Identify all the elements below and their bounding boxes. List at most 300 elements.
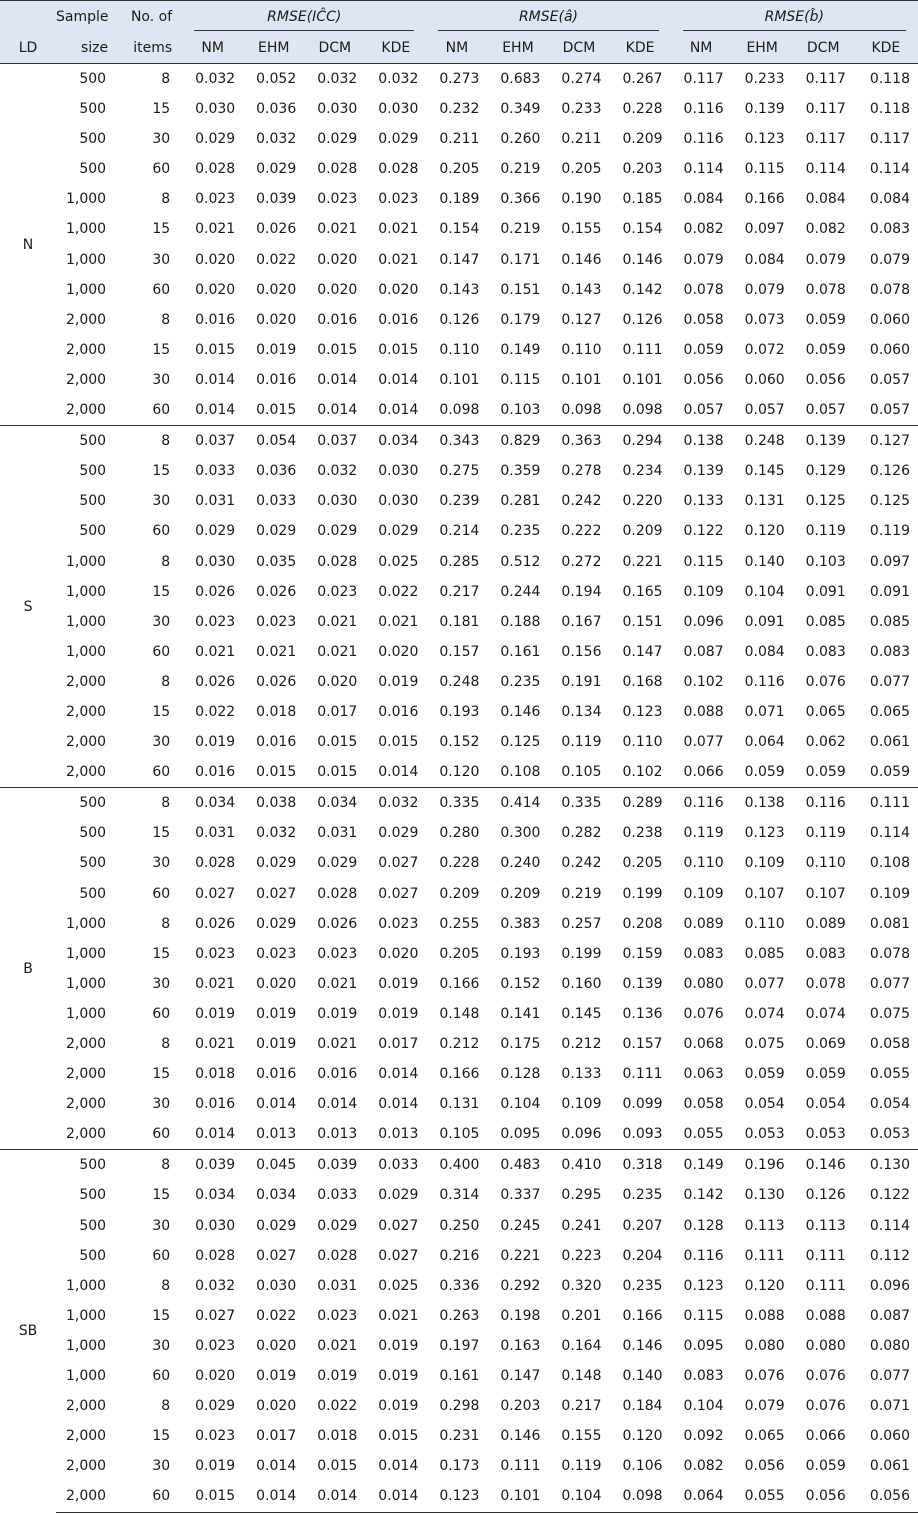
rmse-cell: 0.095	[500, 1126, 541, 1143]
rmse-cell: 0.241	[561, 1217, 602, 1234]
items-cell: 15	[152, 1307, 171, 1324]
rmse-cell: 0.023	[195, 1337, 236, 1354]
rmse-cell: 0.143	[439, 281, 480, 298]
rmse-cell: 0.120	[744, 523, 785, 540]
items-cell: 30	[152, 1337, 171, 1354]
rmse-cell: 0.039	[256, 191, 297, 208]
group-a-label: RMSE(â)	[518, 9, 578, 25]
rmse-cell: 0.280	[439, 825, 480, 842]
rmse-cell: 0.028	[195, 1247, 236, 1264]
table-row	[0, 1059, 918, 1089]
rmse-cell: 0.029	[256, 161, 297, 178]
rmse-cell: 0.083	[869, 643, 910, 660]
rmse-cell: 0.250	[439, 1217, 480, 1234]
ld-block	[0, 788, 918, 1150]
rmse-cell: 0.056	[744, 1458, 785, 1475]
rmse-cell: 0.235	[500, 523, 541, 540]
rmse-cell: 0.222	[561, 523, 602, 540]
rmse-cell: 0.117	[805, 101, 846, 118]
items-cell: 8	[161, 191, 171, 208]
table-row	[0, 245, 918, 275]
rmse-cell: 0.035	[256, 553, 297, 570]
rmse-cell: 0.015	[317, 1458, 358, 1475]
rmse-cell: 0.021	[195, 975, 236, 992]
rmse-cell: 0.029	[317, 523, 358, 540]
rmse-cell: 0.205	[439, 945, 480, 962]
items-cell: 8	[161, 553, 171, 570]
rmse-cell: 0.037	[304, 426, 365, 457]
rmse-cell: 0.115	[683, 1307, 724, 1324]
rmse-cell: 0.060	[869, 341, 910, 358]
rmse-cell: 0.116	[744, 673, 785, 690]
rmse-cell: 0.208	[622, 915, 663, 932]
table-row	[0, 214, 918, 244]
rmse-cell: 0.023	[256, 945, 297, 962]
table-row	[0, 184, 918, 214]
rmse-cell: 0.020	[256, 311, 297, 328]
rmse-cell: 0.018	[256, 703, 297, 720]
rmse-cell: 0.203	[622, 161, 663, 178]
rmse-cell: 0.248	[439, 673, 480, 690]
rmse-cell: 0.147	[622, 643, 663, 660]
rmse-cell: 0.151	[622, 613, 663, 630]
rmse-cell: 0.021	[378, 1307, 419, 1324]
table-row	[0, 305, 918, 335]
rmse-cell: 0.084	[869, 191, 910, 208]
rmse-cell: 0.349	[500, 101, 541, 118]
rmse-cell: 0.054	[805, 1096, 846, 1113]
rmse-cell: 0.075	[869, 1005, 910, 1022]
rmse-cell: 0.058	[869, 1036, 910, 1052]
rmse-cell: 0.074	[744, 1005, 785, 1022]
header-group-a	[426, 1, 670, 34]
rmse-cell: 0.077	[869, 673, 910, 690]
rmse-cell: 0.038	[243, 788, 304, 819]
rmse-cell: 0.089	[805, 915, 846, 932]
rmse-cell: 0.039	[304, 1150, 365, 1181]
rmse-cell: 0.221	[622, 553, 663, 570]
items-cell: 30	[152, 371, 171, 388]
rmse-cell: 0.219	[500, 221, 541, 238]
rmse-cell: 0.127	[561, 311, 602, 328]
rmse-cell: 0.089	[683, 915, 724, 932]
rmse-cell: 0.045	[243, 1150, 304, 1181]
rmse-cell: 0.278	[561, 463, 602, 480]
table-row	[0, 1421, 918, 1451]
rmse-cell: 0.020	[317, 251, 358, 268]
rmse-cell: 0.209	[500, 885, 541, 902]
rmse-cell: 0.030	[378, 463, 419, 480]
rmse-cell: 0.080	[805, 1337, 846, 1354]
rmse-cell: 0.018	[195, 1066, 236, 1083]
rmse-cell: 0.085	[805, 613, 846, 630]
rmse-cell: 0.032	[317, 71, 358, 87]
sample-size-cell: 500	[79, 1247, 107, 1264]
rmse-cell: 0.238	[622, 825, 663, 842]
rmse-cell: 0.134	[561, 703, 602, 720]
rmse-cell: 0.027	[378, 885, 419, 902]
rmse-cell: 0.027	[256, 1247, 297, 1264]
items-cell: 30	[152, 131, 171, 148]
header-items-bottom: items	[133, 40, 173, 56]
rmse-cell: 0.196	[732, 1150, 793, 1181]
items-cell: 8	[161, 71, 171, 87]
rmse-cell: 0.359	[500, 463, 541, 480]
rmse-cell: 0.115	[500, 371, 541, 388]
rmse-cell: 0.146	[622, 1337, 663, 1354]
rmse-cell: 0.057	[683, 402, 724, 419]
items-cell: 60	[152, 764, 171, 781]
sample-size-cell: 2,000	[66, 734, 107, 751]
rmse-cell: 0.030	[378, 101, 419, 118]
rmse-cell: 0.233	[744, 71, 785, 87]
rmse-cell: 0.209	[439, 885, 480, 902]
rmse-cell: 0.257	[561, 915, 602, 932]
header-method-ehm: EHM	[746, 40, 778, 56]
rmse-cell: 0.139	[622, 975, 663, 992]
rmse-cell: 0.057	[869, 371, 910, 388]
sample-size-cell: 1,000	[66, 613, 107, 630]
table-row	[0, 1150, 918, 1181]
rmse-cell: 0.059	[805, 341, 846, 358]
rmse-cell: 0.335	[426, 788, 487, 819]
rmse-cell: 0.019	[256, 1368, 297, 1385]
rmse-cell: 0.027	[378, 855, 419, 872]
rmse-cell: 0.021	[256, 643, 297, 660]
rmse-cell: 0.021	[317, 975, 358, 992]
rmse-cell: 0.168	[622, 673, 663, 690]
rmse-cell: 0.016	[378, 311, 419, 328]
rmse-cell: 0.185	[622, 191, 663, 208]
rmse-cell: 0.059	[805, 1458, 846, 1475]
rmse-cell: 0.078	[805, 975, 846, 992]
rmse-cell: 0.029	[195, 131, 236, 148]
sample-size-cell: 500	[79, 855, 107, 872]
rmse-cell: 0.020	[378, 643, 419, 660]
rmse-cell: 0.076	[805, 673, 846, 690]
rmse-cell: 0.016	[378, 703, 419, 720]
rmse-cell: 0.104	[683, 1398, 724, 1415]
rmse-cell: 0.147	[500, 1368, 541, 1385]
rmse-cell: 0.057	[805, 402, 846, 419]
rmse-cell: 0.026	[256, 673, 297, 690]
rmse-cell: 0.015	[256, 764, 297, 781]
rmse-cell: 0.022	[256, 251, 297, 268]
rmse-cell: 0.019	[256, 1036, 297, 1052]
items-cell: 60	[152, 281, 171, 298]
rmse-cell: 0.017	[256, 1428, 297, 1445]
rmse-cell: 0.171	[500, 251, 541, 268]
items-cell: 15	[152, 703, 171, 720]
sample-size-cell: 1,000	[66, 281, 107, 298]
rmse-cell: 0.055	[869, 1066, 910, 1083]
sample-size-cell: 1,000	[66, 643, 107, 660]
rmse-cell: 0.032	[317, 463, 358, 480]
rmse-cell: 0.064	[744, 734, 785, 751]
table-row	[0, 667, 918, 697]
rmse-cell: 0.166	[622, 1307, 663, 1324]
sample-size-cell: 1,000	[66, 553, 107, 570]
rmse-cell: 0.076	[805, 1368, 846, 1385]
rmse-cell: 0.052	[256, 71, 297, 87]
rmse-cell: 0.059	[869, 764, 910, 781]
rmse-cell: 0.136	[622, 1005, 663, 1022]
rmse-cell: 0.015	[182, 1481, 243, 1512]
rmse-cell: 0.138	[671, 426, 732, 457]
rmse-cell: 0.167	[561, 613, 602, 630]
rmse-cell: 0.242	[561, 855, 602, 872]
rmse-cell: 0.255	[439, 915, 480, 932]
rmse-cell: 0.055	[732, 1481, 793, 1512]
sample-size-cell: 500	[56, 788, 118, 819]
rmse-cell: 0.013	[317, 1126, 358, 1143]
rmse-cell: 0.084	[683, 191, 724, 208]
ld-label: S	[0, 426, 56, 788]
rmse-cell: 0.022	[195, 703, 236, 720]
rmse-cell: 0.166	[439, 1066, 480, 1083]
items-cell: 15	[152, 1428, 171, 1445]
rmse-cell: 0.014	[243, 1481, 304, 1512]
rmse-cell: 0.126	[439, 311, 480, 328]
header-ld-top	[0, 1, 56, 34]
rmse-cell: 0.129	[805, 463, 846, 480]
rmse-cell: 0.059	[805, 1066, 846, 1083]
rmse-cell: 0.065	[805, 703, 846, 720]
sample-size-cell: 500	[56, 1150, 118, 1181]
rmse-cell: 0.119	[683, 825, 724, 842]
rmse-cell: 0.156	[561, 643, 602, 660]
rmse-cell: 0.027	[256, 885, 297, 902]
rmse-cell: 0.103	[500, 402, 541, 419]
rmse-cell: 0.123	[622, 703, 663, 720]
rmse-cell: 0.112	[869, 1247, 910, 1264]
rmse-cell: 0.022	[256, 1307, 297, 1324]
rmse-cell: 0.034	[256, 1187, 297, 1204]
rmse-cell: 0.097	[869, 553, 910, 570]
table-row	[0, 637, 918, 667]
rmse-cell: 0.056	[683, 371, 724, 388]
rmse-cell: 0.207	[622, 1217, 663, 1234]
items-cell: 60	[152, 1247, 171, 1264]
rmse-cell: 0.163	[500, 1337, 541, 1354]
rmse-cell: 0.036	[256, 463, 297, 480]
rmse-cell: 0.021	[317, 1337, 358, 1354]
rmse-cell: 0.263	[439, 1307, 480, 1324]
rmse-cell: 0.029	[317, 1217, 358, 1234]
items-cell: 30	[152, 855, 171, 872]
ld-label: SB	[0, 1150, 56, 1512]
rmse-cell: 0.111	[744, 1247, 785, 1264]
ld-label: B	[0, 788, 56, 1150]
rmse-cell: 0.054	[744, 1096, 785, 1113]
rmse-cell: 0.028	[317, 161, 358, 178]
rmse-cell: 0.103	[805, 553, 846, 570]
rmse-cell: 0.410	[548, 1150, 609, 1181]
rmse-cell: 0.181	[439, 613, 480, 630]
rmse-cell: 0.111	[500, 1458, 541, 1475]
rmse-cell: 0.111	[805, 1247, 846, 1264]
rmse-cell: 0.119	[561, 734, 602, 751]
rmse-cell: 0.021	[195, 1036, 236, 1052]
rmse-cell: 0.154	[439, 221, 480, 238]
rmse-cell: 0.087	[869, 1307, 910, 1324]
rmse-cell: 0.239	[439, 493, 480, 510]
rmse-cell: 0.080	[683, 975, 724, 992]
items-cell: 15	[152, 101, 171, 118]
rmse-cell: 0.063	[683, 1066, 724, 1083]
sample-size-cell: 2,000	[66, 703, 107, 720]
items-cell: 15	[152, 945, 171, 962]
rmse-cell: 0.119	[805, 825, 846, 842]
rmse-cell: 0.115	[744, 161, 785, 178]
rmse-cell: 0.125	[869, 493, 910, 510]
rmse-cell: 0.294	[610, 426, 671, 457]
rmse-cell: 0.019	[378, 1005, 419, 1022]
rmse-cell: 0.019	[317, 1368, 358, 1385]
sample-size-cell: 500	[79, 825, 107, 842]
rmse-cell: 0.120	[622, 1428, 663, 1445]
rmse-cell: 0.212	[439, 1036, 480, 1052]
header-items-top: No. of	[130, 9, 173, 25]
rmse-cell: 0.110	[439, 341, 480, 358]
rmse-cell: 0.122	[683, 523, 724, 540]
rmse-cell: 0.152	[500, 975, 541, 992]
rmse-cell: 0.026	[256, 583, 297, 600]
rmse-cell: 0.231	[439, 1428, 480, 1445]
rmse-cell: 0.107	[805, 885, 846, 902]
rmse-cell: 0.122	[869, 1187, 910, 1204]
rmse-cell: 0.032	[195, 71, 236, 87]
rmse-cell: 0.101	[561, 371, 602, 388]
table-row	[0, 1301, 918, 1331]
rmse-cell: 0.116	[671, 788, 732, 819]
sample-size-cell: 2,000	[66, 1398, 107, 1415]
rmse-cell: 0.108	[500, 764, 541, 781]
sample-size-cell: 2,000	[56, 1481, 118, 1512]
rmse-cell: 0.019	[195, 1458, 236, 1475]
rmse-cell: 0.109	[561, 1096, 602, 1113]
rmse-cell: 0.512	[500, 553, 541, 570]
rmse-cell: 0.014	[378, 402, 419, 419]
rmse-cell: 0.056	[854, 1481, 918, 1512]
table-row	[0, 757, 918, 788]
rmse-cell: 0.119	[561, 1458, 602, 1475]
rmse-cell: 0.015	[256, 402, 297, 419]
rmse-cell: 0.109	[744, 855, 785, 872]
rmse-cell: 0.014	[378, 371, 419, 388]
rmse-cell: 0.189	[439, 191, 480, 208]
rmse-cell: 0.165	[622, 583, 663, 600]
rmse-cell: 0.117	[869, 131, 910, 148]
rmse-cell: 0.211	[561, 131, 602, 148]
rmse-cell: 0.295	[561, 1187, 602, 1204]
rmse-cell: 0.157	[439, 643, 480, 660]
sample-size-cell: 500	[79, 131, 107, 148]
rmse-cell: 0.016	[256, 734, 297, 751]
rmse-cell: 0.019	[256, 341, 297, 358]
rmse-cell: 0.076	[683, 1005, 724, 1022]
rmse-cell: 0.274	[561, 71, 602, 87]
items-cell: 60	[152, 885, 171, 902]
rmse-cell: 0.083	[805, 643, 846, 660]
table-row	[0, 456, 918, 486]
rmse-cell: 0.029	[256, 855, 297, 872]
rmse-cell: 0.091	[805, 583, 846, 600]
rmse-cell: 0.145	[561, 1005, 602, 1022]
items-cell: 15	[152, 825, 171, 842]
rmse-cell: 0.117	[683, 71, 724, 87]
rmse-cell: 0.030	[317, 101, 358, 118]
sample-size-cell: 2,000	[66, 1458, 107, 1475]
rmse-cell: 0.093	[622, 1126, 663, 1143]
rmse-cell: 0.053	[744, 1126, 785, 1143]
rmse-cell: 0.013	[378, 1126, 419, 1143]
items-cell: 15	[152, 463, 171, 480]
rmse-cell: 0.026	[317, 915, 358, 932]
rmse-cell: 0.087	[683, 643, 724, 660]
rmse-cell: 0.098	[439, 402, 480, 419]
rmse-cell: 0.160	[561, 975, 602, 992]
rmse-cell: 0.084	[805, 191, 846, 208]
rmse-cell: 0.209	[622, 523, 663, 540]
rmse-cell: 0.088	[683, 703, 724, 720]
table-row	[0, 426, 918, 457]
rmse-cell: 0.232	[439, 101, 480, 118]
rmse-cell: 0.077	[869, 1368, 910, 1385]
rmse-cell: 0.016	[195, 764, 236, 781]
rmse-cell: 0.203	[500, 1398, 541, 1415]
rmse-cell: 0.032	[365, 788, 426, 819]
rmse-cell: 0.061	[869, 1458, 910, 1475]
rmse-cell: 0.205	[561, 161, 602, 178]
table-row	[0, 1331, 918, 1361]
rmse-cell: 0.030	[195, 101, 236, 118]
items-cell: 60	[152, 643, 171, 660]
rmse-cell: 0.115	[683, 553, 724, 570]
rmse-cell: 0.030	[256, 1277, 297, 1294]
rmse-cell: 0.033	[317, 1187, 358, 1204]
items-cell: 60	[152, 1005, 171, 1022]
rmse-cell: 0.193	[500, 945, 541, 962]
table-row	[0, 1029, 918, 1059]
rmse-cell: 0.022	[378, 583, 419, 600]
rmse-cell: 0.335	[548, 788, 609, 819]
table-row	[0, 1451, 918, 1481]
items-cell: 15	[152, 341, 171, 358]
rmse-cell: 0.071	[869, 1398, 910, 1415]
sample-size-cell: 1,000	[66, 1368, 107, 1385]
rmse-cell: 0.139	[683, 463, 724, 480]
rmse-cell: 0.120	[744, 1277, 785, 1294]
sample-size-cell: 1,000	[66, 1307, 107, 1324]
rmse-cell: 0.028	[195, 855, 236, 872]
rmse-cell: 0.235	[622, 1187, 663, 1204]
rmse-cell: 0.197	[439, 1337, 480, 1354]
rmse-cell: 0.020	[195, 1368, 236, 1385]
rmse-cell: 0.016	[256, 371, 297, 388]
rmse-cell: 0.020	[195, 281, 236, 298]
header-method-kde: KDE	[381, 40, 411, 56]
table-row	[0, 395, 918, 426]
rmse-cell: 0.014	[256, 1458, 297, 1475]
items-cell: 8	[118, 426, 182, 457]
header-method-nm: NM	[445, 40, 469, 56]
rmse-cell: 0.219	[561, 885, 602, 902]
rmse-cell: 0.245	[500, 1217, 541, 1234]
rmse-cell: 0.107	[744, 885, 785, 902]
rmse-cell: 0.015	[378, 734, 419, 751]
rmse-cell: 0.085	[869, 613, 910, 630]
